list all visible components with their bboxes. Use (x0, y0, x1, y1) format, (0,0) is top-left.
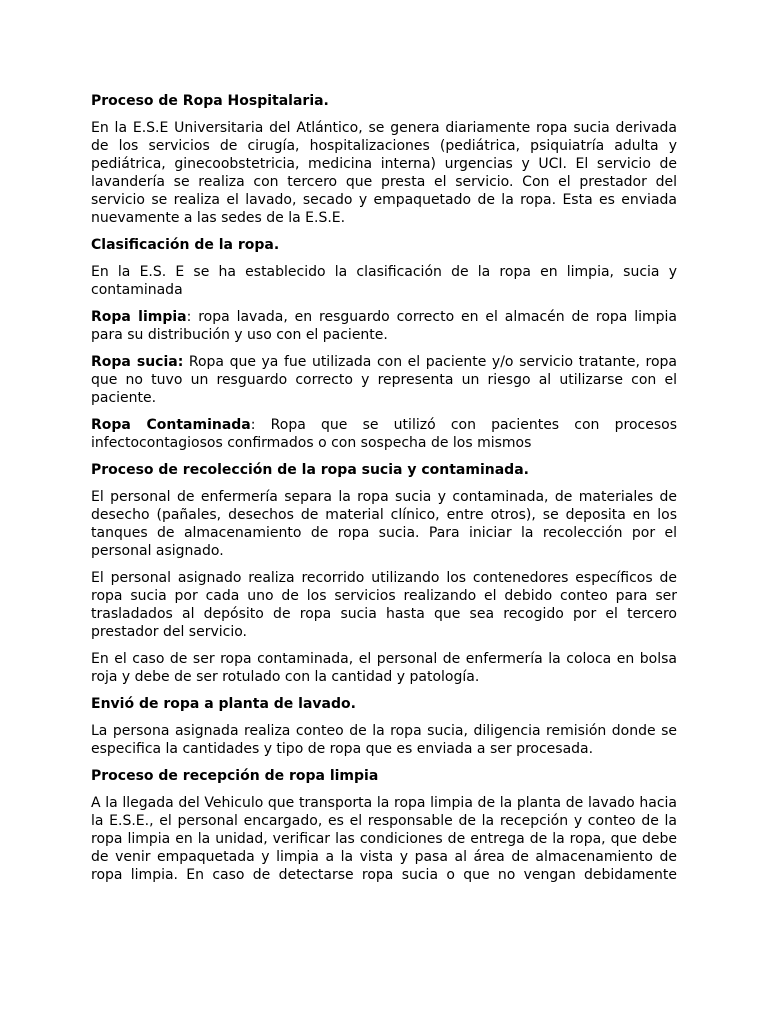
envio-heading: Envió de ropa a planta de lavado. (91, 696, 356, 712)
clasificacion-heading: Clasificación de la ropa. (91, 237, 280, 253)
ropa-sucia-term: Ropa sucia: (91, 354, 184, 370)
ropa-limpia-text: : ropa lavada, en resguardo correcto en el almacén de ropa limpia para su distribución y uso con el paciente. (91, 309, 677, 343)
recoleccion-heading: Proceso de recolección de la ropa sucia y contaminada. (91, 462, 529, 478)
recoleccion-paragraph-2: El personal asignado realiza recorrido utilizando los contenedores específicos de ropa sucia por cada uno de los servicios realizando el debido conteo para ser trasladados al depósito de ropa sucia hasta que sea recogido por el tercero prestador del servicio. (91, 570, 677, 640)
ropa-contaminada-term: Ropa Contaminada (91, 417, 251, 433)
ropa-limpia-term: Ropa limpia (91, 309, 187, 325)
envio-paragraph: La persona asignada realiza conteo de la ropa sucia, diligencia remisión donde se especifica la cantidades y tipo de ropa que es enviada a ser procesada. (91, 723, 677, 757)
ropa-sucia-text: Ropa que ya fue utilizada con el paciente y/o servicio tratante, ropa que no tuvo un resguardo correcto y representa un riesgo al utilizarse con el paciente. (91, 354, 677, 406)
document-title: Proceso de Ropa Hospitalaria. (91, 93, 329, 109)
recoleccion-paragraph-1: El personal de enfermería separa la ropa sucia y contaminada, de materiales de desecho (pañales, desechos de material clínico, entre otros), se deposita en los tanques de almacenamiento de ropa sucia. Para iniciar la recolección por el personal asignado. (91, 489, 677, 559)
ropa-limpia-definition (91, 308, 677, 344)
ropa-contaminada-definition (91, 416, 677, 452)
intro-paragraph: En la E.S.E Universitaria del Atlántico, se genera diariamente ropa sucia derivada de los servicios de cirugía, hospitalizaciones (pediátrica, psiquiatría adulta y pediátrica, ginecoobstetricia, medicina interna) urgencias y UCI. El servicio de lavandería se realiza con tercero que presta el servicio. Con el prestador del servicio se realiza el lavado, secado y empaquetado de la ropa. Esta es enviada nuevamente a las sedes de la E.S.E. (91, 120, 677, 226)
recepcion-paragraph: A la llegada del Vehiculo que transporta la ropa limpia de la planta de lavado hacia la E.S.E., el personal encargado, es el responsable de la recepción y conteo de la ropa limpia en la unidad, verificar las condiciones de entrega de la ropa, que debe de venir empaquetada y limpia a la vista y pasa al área de almacenamiento de ropa limpia. En caso de detectarse ropa sucia o que no vengan debidamente (91, 795, 677, 883)
clasificacion-paragraph: En la E.S. E se ha establecido la clasificación de la ropa en limpia, sucia y contaminada (91, 264, 677, 298)
recoleccion-paragraph-3: En el caso de ser ropa contaminada, el personal de enfermería la coloca en bolsa roja y debe de ser rotulado con la cantidad y patología. (91, 651, 677, 685)
recepcion-heading: Proceso de recepción de ropa limpia (91, 768, 379, 784)
ropa-contaminada-text: : Ropa que se utilizó con pacientes con procesos infectocontagiosos confirmados o con sospecha de los mismos (91, 417, 677, 451)
ropa-sucia-definition (91, 353, 677, 407)
